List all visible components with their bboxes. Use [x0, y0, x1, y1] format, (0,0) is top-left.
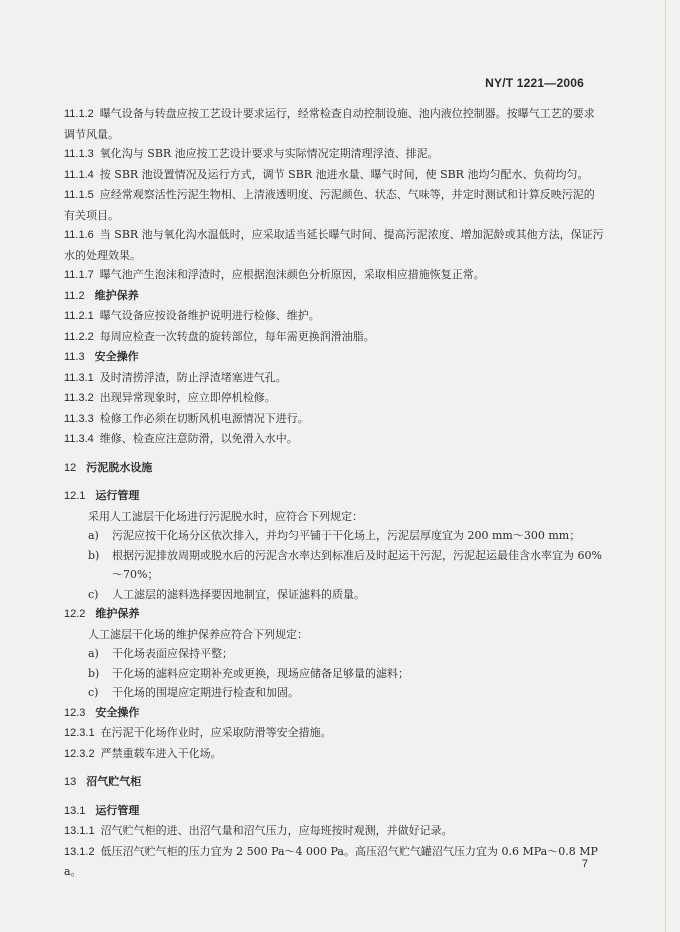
- chapter-heading: [64, 772, 604, 793]
- clause-number: 11.1.6: [64, 229, 94, 241]
- clause-text: 按 SBR 池设置情况及运行方式，调节 SBR 池进水量、曝气时间，使 SBR 池均匀配水、负荷均匀。: [99, 167, 589, 181]
- clause-number: 11.1.7: [64, 269, 94, 281]
- clause-number: 11.3.3: [64, 412, 94, 425]
- page-edge-line: [665, 0, 666, 932]
- list-item: [64, 546, 604, 585]
- list-item-text: 根据污泥排放周期或脱水后的污泥含水率达到标准后及时起运干污泥，污泥起运最佳含水率宜为 60%～70%；: [112, 548, 602, 581]
- clause-number: 11.3.1: [64, 371, 94, 384]
- clause-paragraph: [64, 225, 604, 265]
- list-item-text: 污泥应按干化场分区依次排入，并均匀平铺于干化场上，污泥层厚度宜为 200 mm～300 mm；: [112, 529, 581, 542]
- clause-number: 11.2.1: [64, 310, 94, 322]
- heading-title: 污泥脱水设施: [86, 460, 153, 474]
- section-heading: [64, 801, 604, 822]
- section-heading: [64, 347, 604, 368]
- clause-paragraph: [64, 744, 604, 765]
- clause-number: 11.2.2: [64, 330, 94, 343]
- clause-number: 11.1.2: [64, 108, 94, 120]
- clause-paragraph: [64, 821, 604, 842]
- clause-text: 及时清捞浮渣，防止浮渣堵塞进气孔。: [99, 370, 287, 384]
- heading-title: 安全操作: [94, 350, 139, 363]
- intro-text: 人工滤层干化场的维护保养应符合下列规定：: [88, 627, 308, 641]
- heading-title: 维护保养: [95, 607, 140, 620]
- heading-title: 安全操作: [95, 705, 140, 719]
- clause-text: 曝气设备与转盘应按工艺设计要求运行，经常检查自动控制设施、池内液位控制器。按曝气工艺的要求调节风量。: [64, 107, 595, 141]
- heading-number: 13.1: [64, 804, 86, 817]
- clause-paragraph: [64, 165, 604, 186]
- list-item-text: 干化场的围堤应定期进行检查和加固。: [112, 686, 299, 699]
- heading-title: 运行管理: [95, 489, 140, 502]
- list-marker: b): [88, 548, 100, 562]
- list-item: [64, 526, 604, 546]
- heading-number: 12.3: [64, 706, 86, 719]
- clause-text: 应经常观察活性污泥生物相、上清液透明度、污泥颜色、状态、气味等，并定时测试和计算反映污泥的有关项目。: [64, 188, 595, 222]
- clause-text: 严禁重载车进入干化场。: [100, 746, 222, 760]
- clause-paragraph: [64, 104, 604, 144]
- clause-number: 11.3.4: [64, 433, 94, 445]
- page-number: 7: [581, 858, 588, 870]
- section-heading: [64, 486, 604, 507]
- clause-text: 曝气池产生泡沫和浮渣时，应根据泡沫颜色分析原因，采取相应措施恢复正常。: [99, 268, 485, 281]
- clause-paragraph: [64, 185, 604, 225]
- list-item: [64, 585, 604, 605]
- clause-text: 出现异常现象时，应立即停机检修。: [99, 391, 276, 404]
- clause-paragraph: [64, 327, 604, 348]
- list-marker: b): [88, 666, 100, 680]
- clause-paragraph: [64, 723, 604, 744]
- clause-paragraph: [64, 306, 604, 327]
- clause-paragraph: [64, 842, 604, 882]
- clause-number: 12.3.2: [64, 747, 95, 760]
- intro-text: 采用人工滤层干化场进行污泥脱水时，应符合下列规定：: [88, 509, 363, 523]
- clause-number: 11.1.5: [64, 189, 94, 201]
- clause-number: 12.3.1: [64, 727, 95, 739]
- chapter-heading: [64, 458, 604, 479]
- list-marker: c): [88, 686, 99, 699]
- clause-text: 氧化沟与 SBR 池应按工艺设计要求与实际情况定期清理浮渣、排泥。: [99, 147, 439, 160]
- clause-text: 在污泥干化场作业时，应采取防滑等安全措施。: [100, 726, 332, 739]
- clause-paragraph: [64, 409, 604, 430]
- list-marker: a): [88, 647, 99, 660]
- list-item-text: 人工滤层的滤料选择要因地制宜，保证滤料的质量。: [112, 587, 365, 601]
- clause-paragraph: [64, 368, 604, 389]
- list-item-text: 干化场的滤料应定期补充或更换，现场应储备足够量的滤料；: [112, 666, 409, 680]
- heading-number: 12.2: [64, 608, 86, 620]
- clause-number: 13.1.1: [64, 825, 95, 837]
- clause-text: 每周应检查一次转盘的旋转部位，每年需更换润滑油脂。: [99, 329, 375, 343]
- clause-text: 曝气设备应按设备维护说明进行检修、维护。: [99, 309, 320, 322]
- list-item-text: 干化场表面应保持平整；: [112, 647, 233, 660]
- list-marker: a): [88, 529, 99, 542]
- heading-title: 维护保养: [94, 288, 139, 302]
- document-code: NY/T 1221—2006: [485, 76, 584, 90]
- heading-number: 13: [64, 776, 77, 788]
- section-heading: [64, 604, 604, 625]
- clause-number: 13.1.2: [64, 845, 95, 858]
- clause-number: 11.1.4: [64, 168, 94, 181]
- heading-title: 沼气贮气柜: [86, 775, 142, 788]
- clause-text: 沼气贮气柜的进、出沼气量和沼气压力，应每班按时观测，并做好记录。: [100, 824, 453, 837]
- heading-title: 运行管理: [95, 803, 140, 817]
- section-heading: [64, 286, 604, 307]
- clause-paragraph: [64, 265, 604, 286]
- clause-paragraph: [64, 429, 604, 450]
- section-heading: [64, 703, 604, 724]
- clause-paragraph: [64, 388, 604, 409]
- clause-text: 检修工作必须在切断风机电源情况下进行。: [99, 411, 309, 425]
- list-marker: c): [88, 587, 99, 601]
- clause-paragraph: [64, 144, 604, 165]
- list-item: [64, 664, 604, 684]
- clause-text: 维修、检查应注意防滑，以免滑入水中。: [99, 432, 298, 445]
- heading-number: 11.2: [64, 289, 85, 302]
- heading-number: 12: [64, 461, 77, 474]
- list-item: [64, 683, 604, 703]
- list-item: [64, 644, 604, 664]
- document-body: [64, 104, 604, 882]
- heading-number: 11.3: [64, 351, 85, 363]
- heading-number: 12.1: [64, 490, 86, 502]
- clause-number: 11.3.2: [64, 392, 94, 404]
- clause-text: 低压沼气贮气柜的压力宜为 2 500 Pa～4 000 Pa。高压沼气贮气罐沼气压力宜为 0.6 MPa～0.8 MPa。: [64, 844, 598, 878]
- clause-text: 当 SBR 池与氧化沟水温低时，应采取适当延长曝气时间、提高污泥浓度、增加泥龄或其他方法，保证污水的处理效果。: [64, 228, 604, 262]
- clause-number: 11.1.3: [64, 148, 94, 160]
